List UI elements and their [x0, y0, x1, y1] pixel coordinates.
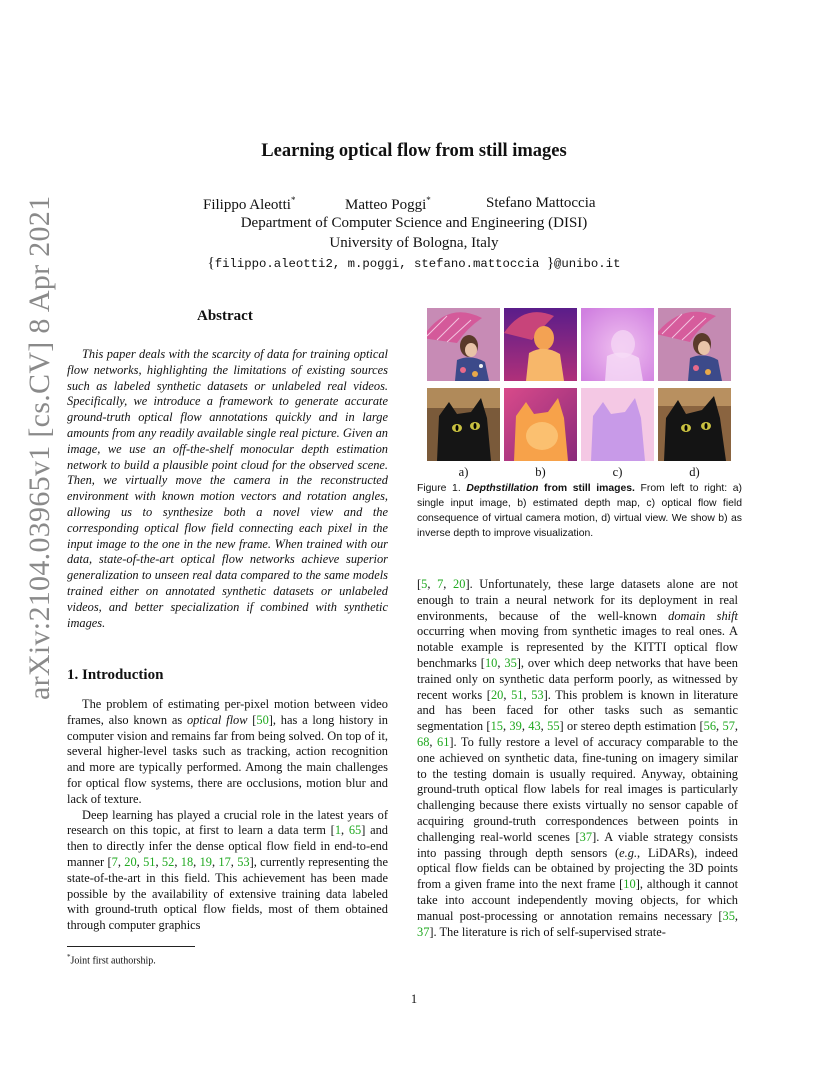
virtual-view-cat	[658, 388, 731, 461]
figure-1-caption	[417, 481, 742, 541]
virtual-view-umbrella	[658, 308, 731, 381]
introduction-body	[67, 697, 388, 934]
right-column-body	[417, 577, 738, 940]
citation-link[interactable]: 53	[237, 854, 250, 869]
depth-map-umbrella	[504, 308, 577, 381]
right-paragraph	[417, 577, 738, 940]
footnote-mark: *	[67, 953, 71, 961]
text-run: ,	[443, 577, 454, 591]
text-run: ,	[540, 719, 548, 734]
text-run: ], has a long history in computer vision and remains far from being solved. On top of it, several higher-level tasks such as tracking, action recognition and more are typically performed. Among the main challenges for optical flow systems, there are occlusions, motion blur and lack of texture.	[67, 712, 388, 806]
paper-title: Learning optical flow from still images	[261, 141, 567, 161]
figure-1-grid	[427, 308, 731, 461]
citation-link[interactable]: 7	[111, 854, 118, 869]
citation-link[interactable]: 57	[722, 719, 735, 734]
introduction-heading: 1. Introduction	[67, 667, 164, 683]
citation-link[interactable]: 17	[218, 854, 231, 869]
footnote: *Joint first authorship.	[67, 953, 156, 967]
text-run: ,	[193, 854, 200, 869]
text-run: ,	[523, 687, 532, 702]
text-run: ] or stereo depth estimation [	[559, 719, 704, 734]
citation-link[interactable]: 20	[490, 687, 504, 702]
label-b: b)	[535, 465, 546, 479]
email-names: filippo.aleotti2, m.poggi, stefano.mattoccia	[214, 257, 547, 271]
citation-link[interactable]: 1	[334, 823, 342, 838]
citation-link[interactable]: 35	[722, 908, 735, 923]
text-run: ,	[427, 577, 438, 591]
author-emails	[0, 255, 828, 272]
author-3: Stefano Mattoccia	[486, 195, 596, 211]
affiliation-line-1: Department of Computer Science and Engineering (DISI)	[240, 215, 588, 231]
text-run: ], currently representing the state-of-the-art in this field. This achievement has been made possible by the availability of extensive training data labeled with ground-truth optical flow fields, most of them obtained through computer graphics	[67, 854, 388, 933]
emphasized-term: e.g.	[619, 845, 638, 860]
equal-contribution-mark: *	[426, 195, 431, 205]
text-run: [	[417, 577, 422, 591]
citation-link[interactable]: 19	[199, 854, 212, 869]
text-run: ,	[734, 719, 739, 734]
text-run: ]. Unfortunately, these large datasets alone are not enough to train a neural network for its deployment in real environments, because of the well-known	[417, 577, 738, 623]
label-a: a)	[458, 465, 469, 479]
caption-description: From left to right: a) single input image, b) estimated depth map, c) optical flow field consequence of virtual camera motion, d) virtual view. We show b) as inverse depth to improve visualization.	[417, 483, 742, 539]
abstract-text	[67, 347, 388, 631]
text-run: ,	[117, 854, 125, 869]
text-run: ,	[521, 719, 529, 734]
depth-map-cat	[504, 388, 577, 461]
author-1: Filippo Aleotti*	[203, 195, 296, 213]
abstract-paragraph: This paper deals with the scarcity of data for training optical flow networks, highlighting the limitations of existing sources such as labeled synthetic datasets or unlabeled real videos. Specifically, we introduce a framework to generate accurate ground-truth optical flow annotations quickly and in large amounts from any readily available single real picture. Given an image, we use an off-the-shelf monocular depth estimation network to build a plausible point cloud for the observed scene. Then, we virtually move the camera in the reconstructed environment with known motion vectors and rotation angles, allowing us to synthesize both a novel view and the corresponding optical flow field connecting each pixel in the input image to the one in the new frame. When trained with our data, state-of-the-art optical flow networks achieve superior generalization to unseen real data compared to the same models trained either on annotated synthetic datasets or unlabeled videos, and better specialization if combined with synthetic images.	[67, 347, 388, 630]
citation-link[interactable]: 18	[180, 854, 194, 869]
text-run: ,	[136, 854, 144, 869]
citation-link[interactable]: 7	[437, 577, 444, 591]
citation-link[interactable]: 61	[437, 734, 450, 749]
caption-method-name: Depthstillation	[466, 483, 539, 494]
citation-link[interactable]: 52	[161, 854, 175, 869]
label-d: d)	[689, 465, 700, 479]
citation-link[interactable]: 53	[531, 687, 544, 702]
text-run: ,	[503, 687, 512, 702]
citation-link[interactable]: 5	[421, 577, 428, 591]
email-close-brace: }	[546, 255, 555, 271]
text-run: ,	[341, 823, 349, 838]
input-image-cat	[427, 388, 500, 461]
emphasized-term: optical flow	[186, 712, 248, 727]
text-run: ,	[230, 854, 238, 869]
citation-link[interactable]: 37	[417, 924, 430, 939]
email-open-brace: {	[207, 255, 215, 271]
text-run: , LiDARs), indeed optical flow fields can be obtained by projecting the 3D points from a given frame into the next frame [	[417, 845, 738, 892]
text-run: ,	[174, 854, 181, 869]
citation-link[interactable]: 51	[143, 854, 156, 869]
citation-link[interactable]: 56	[703, 719, 717, 734]
text-run: ], although it cannot take into account independently moving objects, for which manual post-processing or annotation remains necessary [	[417, 877, 739, 923]
text-run: ], over which deep networks that have been trained only on synthetic data perform poorly, as witnessed by recent works [	[417, 655, 739, 702]
flow-field-cat	[581, 388, 654, 461]
intro-paragraph-2	[67, 808, 388, 934]
citation-link[interactable]: 15	[490, 719, 503, 734]
emphasized-term: domain shift	[668, 608, 739, 623]
label-c: c)	[612, 465, 623, 479]
arxiv-watermark: arXiv:2104.03965v1 [cs.CV] 8 Apr 2021	[23, 195, 56, 700]
citation-link[interactable]: 39	[509, 719, 522, 734]
citation-link[interactable]: 51	[511, 687, 524, 702]
input-image-umbrella	[427, 308, 500, 381]
text-run: ]. A viable strategy consists into passing through depth sensors (	[417, 829, 738, 860]
caption-prefix: Figure 1.	[417, 483, 467, 494]
citation-link[interactable]: 10	[484, 655, 498, 670]
text-run: ]. To fully restore a level of accuracy comparable to the one achieved on synthetic data, fine-tuning on imagery similar to the testing domain is usually required. Anyway, obtaining ground-truth optical flow labels for real images is particularly challenging because there exists virtually no sensor capable of acquiring ground-truth correspondences between points in challenging real-world scenes [	[417, 734, 738, 844]
citation-link[interactable]: 43	[528, 719, 541, 734]
text-run: ]. This problem is known in literature and has been faced for other tasks such as semantic segmentation [	[417, 687, 739, 734]
text-run: ,	[211, 854, 219, 869]
citation-link[interactable]: 10	[623, 877, 636, 892]
caption-bold-part: from still images.	[538, 483, 635, 494]
intro-paragraph-1	[67, 697, 388, 808]
text-run: Deep learning has played a crucial role in the latest years of research on this topic, at first to learn a data term [	[67, 807, 388, 838]
citation-link[interactable]: 68	[417, 734, 430, 749]
text-run: ,	[155, 854, 162, 869]
text-run: ,	[734, 908, 738, 923]
email-domain: @unibo.it	[554, 257, 621, 271]
citation-link[interactable]: 50	[256, 712, 269, 727]
text-run: ,	[716, 719, 723, 734]
text-run: [	[247, 712, 257, 727]
citation-link[interactable]: 37	[579, 829, 593, 844]
equal-contribution-mark: *	[290, 195, 296, 205]
page-number: 1	[410, 992, 418, 1006]
text-run: occurring when moving from synthetic images to real ones. A notable example is represented by the KITTI optical flow benchmarks [	[417, 624, 738, 670]
flow-field-umbrella	[581, 308, 654, 381]
citation-link[interactable]: 20	[124, 854, 137, 869]
citation-link[interactable]: 55	[547, 719, 560, 734]
text-run: ] and then to directly infer the dense optical flow field in end-to-end manner [	[67, 823, 389, 869]
affiliation-line-2: University of Bologna, Italy	[329, 235, 499, 251]
text-run: The problem of estimating per-pixel motion between video frames, also known as	[67, 697, 388, 727]
citation-link[interactable]: 20	[453, 577, 466, 591]
text-run: ,	[502, 719, 510, 734]
abstract-heading: Abstract	[197, 308, 253, 324]
citation-link[interactable]: 65	[348, 823, 362, 838]
text-run: ,	[429, 734, 437, 749]
footnote-rule	[67, 946, 195, 947]
text-run: ]. The literature is rich of self-supervised strate-	[429, 924, 666, 939]
citation-link[interactable]: 35	[504, 655, 517, 670]
author-2: Matteo Poggi*	[345, 195, 431, 213]
text-run: ,	[497, 655, 505, 670]
